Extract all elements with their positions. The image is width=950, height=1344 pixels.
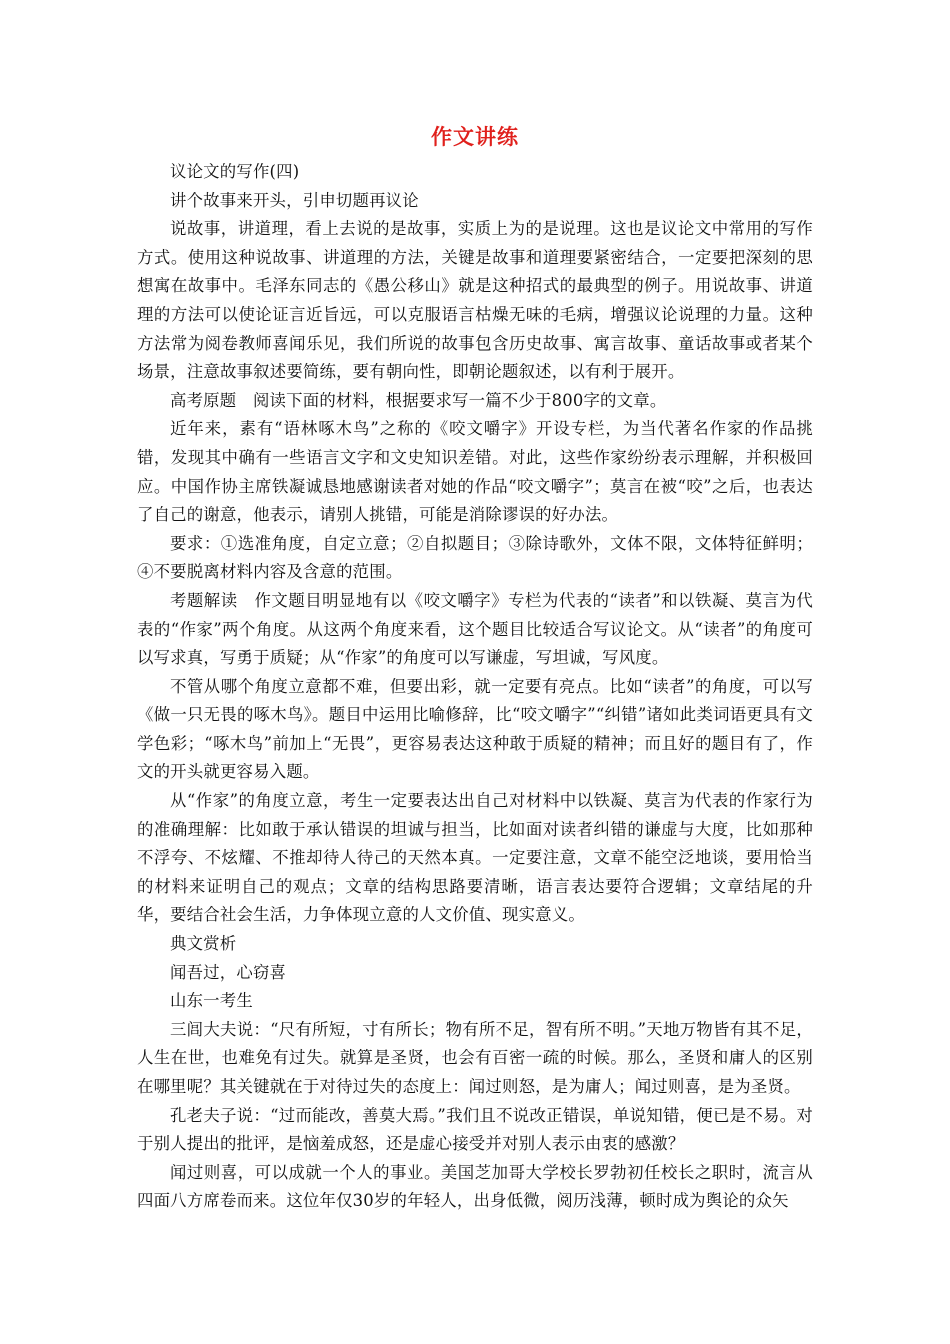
document-title: 作文讲练	[431, 124, 519, 149]
essay-paragraph: 孔老夫子说：“过而能改，善莫大焉。”我们且不说改正错误，单说知错，便已是不易。对于别人提出的批评，是恼羞成怒，还是虚心接受并对别人表示由衷的感激？	[137, 1105, 813, 1154]
essay-paragraph: 三闾大夫说：“尺有所短，寸有所长；物有所不足，智有所不明。”天地万物皆有其不足，人生在世，也难免有过失。就算是圣贤，也会有百密一疏的时候。那么，圣贤和庸人的区别在哪里呢？其关键就在于对待过失的态度上：闻过则怒，是为庸人；闻过则喜，是为圣贤。	[137, 1019, 813, 1096]
subsection-heading: 讲个故事来开头，引申切题再议论	[170, 190, 419, 210]
paragraph: 不管从哪个角度立意都不难，但要出彩，就一定要有亮点。比如“读者”的角度，可以写《做一只无畏的啄木鸟》。题目中运用比喻修辞，比“咬文嚼字”“纠错”诸如此类词语更具有文学色彩；“啄木鸟”前加上“无畏”，更容易表达这种敢于质疑的精神；而且好的题目有了，作文的开头就更容易入题。	[137, 676, 813, 782]
requirements-paragraph: 要求：①选准角度，自定立意；②自拟题目；③除诗歌外，文体不限，文体特征鲜明；④不要脱离材料内容及含意的范围。	[137, 533, 813, 582]
paragraph: 说故事，讲道理，看上去说的是故事，实质上为的是说理。这也是议论文中常用的写作方式。使用这种说故事、讲道理的方法，关键是故事和道理要紧密结合，一定要把深刻的思想寓在故事中。毛泽东同志的《愚公移山》就是这种招式的最典型的例子。用说故事、讲道理的方法可以使论证言近旨远，可以克服语言枯燥无味的毛病，增强议论说理的力量。这种方法常为阅卷教师喜闻乐见，我们所说的故事包含历史故事、寓言故事、童话故事或者某个场景，注意故事叙述要简练，要有朝向性，即朝论题叙述，以有利于展开。	[137, 219, 813, 382]
section-heading: 议论文的写作(四)	[170, 162, 300, 181]
exam-question: 高考原题 阅读下面的材料，根据要求写一篇不少于800字的文章。	[170, 390, 667, 410]
section-heading: 典文赏析	[170, 934, 237, 954]
document-page	[137, 120, 813, 1216]
essay-author: 山东一考生	[170, 991, 253, 1011]
essay-paragraph: 闻过则喜，可以成就一个人的事业。美国芝加哥大学校长罗勃初任校长之职时，流言从四面八方席卷而来。这位年仅30岁的年轻人，出身低微，阅历浅薄，顿时成为舆论的众矢	[137, 1162, 813, 1211]
essay-title: 闻吾过，心窃喜	[170, 962, 287, 982]
material-paragraph: 近年来，素有“语林啄木鸟”之称的《咬文嚼字》开设专栏，为当代著名作家的作品挑错，发现其中确有一些语言文字和文史知识差错。对此，这些作家纷纷表示理解，并积极回应。中国作协主席铁凝诚恳地感谢读者对她的作品“咬文嚼字”；莫言在被“咬”之后，也表达了自己的谢意，他表示，请别人挑错，可能是消除谬误的好办法。	[137, 419, 813, 525]
paragraph: 从“作家”的角度立意，考生一定要表达出自己对材料中以铁凝、莫言为代表的作家行为的准确理解：比如敢于承认错误的坦诚与担当，比如面对读者纠错的谦虚与大度，比如那种不浮夸、不炫耀、不推却待人待己的天然本真。一定要注意，文章不能空泛地谈，要用恰当的材料来证明自己的观点；文章的结构思路要清晰，语言表达要符合逻辑；文章结尾的升华，要结合社会生活，力争体现立意的人文价值、现实意义。	[137, 791, 813, 925]
interpretation-paragraph: 考题解读 作文题目明显地有以《咬文嚼字》专栏为代表的“读者”和以铁凝、莫言为代表的“作家”两个角度。从这两个角度来看，这个题目比较适合写议论文。从“读者”的角度可以写求真，写勇于质疑；从“作家”的角度可以写谦虚，写坦诚，写风度。	[137, 590, 813, 668]
